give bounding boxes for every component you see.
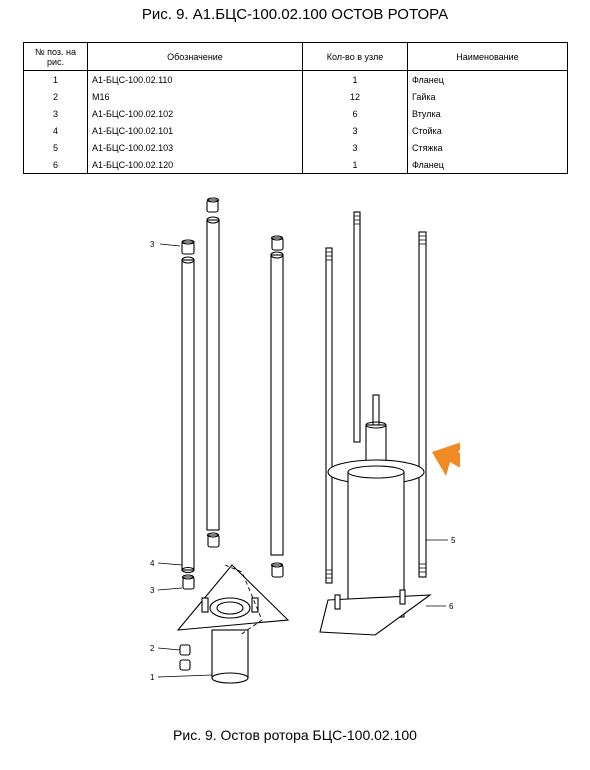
cell-qty: 6 bbox=[303, 105, 408, 122]
callout-label: 5 bbox=[451, 536, 456, 545]
cell-qty: 1 bbox=[303, 156, 408, 174]
table-row bbox=[24, 156, 568, 174]
cell-designation: А1-БЦС-100.02.101 bbox=[88, 122, 303, 139]
cell-name: Стойка bbox=[408, 122, 568, 139]
cell-qty: 3 bbox=[303, 139, 408, 156]
upright-part bbox=[271, 252, 283, 555]
header-pos: № поз. на рис. bbox=[24, 43, 88, 71]
bushing-part bbox=[272, 236, 284, 250]
tie-rod-part bbox=[326, 248, 332, 583]
bushing-part bbox=[272, 563, 284, 577]
table-row bbox=[24, 139, 568, 156]
upright-part-4 bbox=[182, 257, 194, 573]
bushing-part bbox=[182, 240, 194, 254]
cell-name: Фланец bbox=[408, 71, 568, 89]
cell-pos: 4 bbox=[24, 122, 88, 139]
parts-table bbox=[23, 42, 568, 174]
table-header-row bbox=[24, 43, 568, 71]
cell-designation: А1-БЦС-100.02.102 bbox=[88, 105, 303, 122]
cell-pos: 1 bbox=[24, 71, 88, 89]
header-name: Наименование bbox=[408, 43, 568, 71]
cell-name: Стяжка bbox=[408, 139, 568, 156]
cell-pos: 6 bbox=[24, 156, 88, 174]
callout-label: 2 bbox=[150, 644, 155, 653]
upright-part bbox=[207, 217, 219, 530]
cell-designation: А1-БЦС-100.02.120 bbox=[88, 156, 303, 174]
callout-label: 4 bbox=[150, 559, 155, 568]
header-designation: Обозначение bbox=[88, 43, 303, 71]
callout-label: 3 bbox=[150, 586, 155, 595]
cell-qty: 1 bbox=[303, 71, 408, 89]
cell-designation: М16 bbox=[88, 88, 303, 105]
cell-qty: 3 bbox=[303, 122, 408, 139]
orange-arrow-icon bbox=[432, 440, 460, 494]
header-qty: Кол-во в узле bbox=[303, 43, 408, 71]
callout-label: 6 bbox=[449, 602, 454, 611]
upper-flange-assembly-6 bbox=[320, 395, 430, 635]
bushing-part bbox=[183, 575, 195, 589]
cell-designation: А1-БЦС-100.02.110 bbox=[88, 71, 303, 89]
bushing-part bbox=[207, 198, 219, 212]
tie-rod-part-5 bbox=[419, 232, 426, 577]
table-row bbox=[24, 88, 568, 105]
callout-label: 3 bbox=[150, 240, 155, 249]
page-title: Рис. 9. А1.БЦС-100.02.100 ОСТОВ РОТОРА bbox=[141, 6, 449, 23]
callout-label: 1 bbox=[150, 673, 155, 682]
cell-pos: 5 bbox=[24, 139, 88, 156]
bushing-part bbox=[208, 533, 220, 547]
figure-caption: Рис. 9. Остов ротора БЦС-100.02.100 bbox=[173, 727, 417, 743]
rotor-frame-drawing bbox=[130, 190, 460, 700]
cell-pos: 2 bbox=[24, 88, 88, 105]
cell-pos: 3 bbox=[24, 105, 88, 122]
cell-qty: 12 bbox=[303, 88, 408, 105]
cell-designation: А1-БЦС-100.02.103 bbox=[88, 139, 303, 156]
cell-name: Фланец bbox=[408, 156, 568, 174]
table-row bbox=[24, 122, 568, 139]
cell-name: Втулка bbox=[408, 105, 568, 122]
table-row bbox=[24, 71, 568, 89]
table-row bbox=[24, 105, 568, 122]
cell-name: Гайка bbox=[408, 88, 568, 105]
tie-rod-part bbox=[354, 212, 360, 442]
